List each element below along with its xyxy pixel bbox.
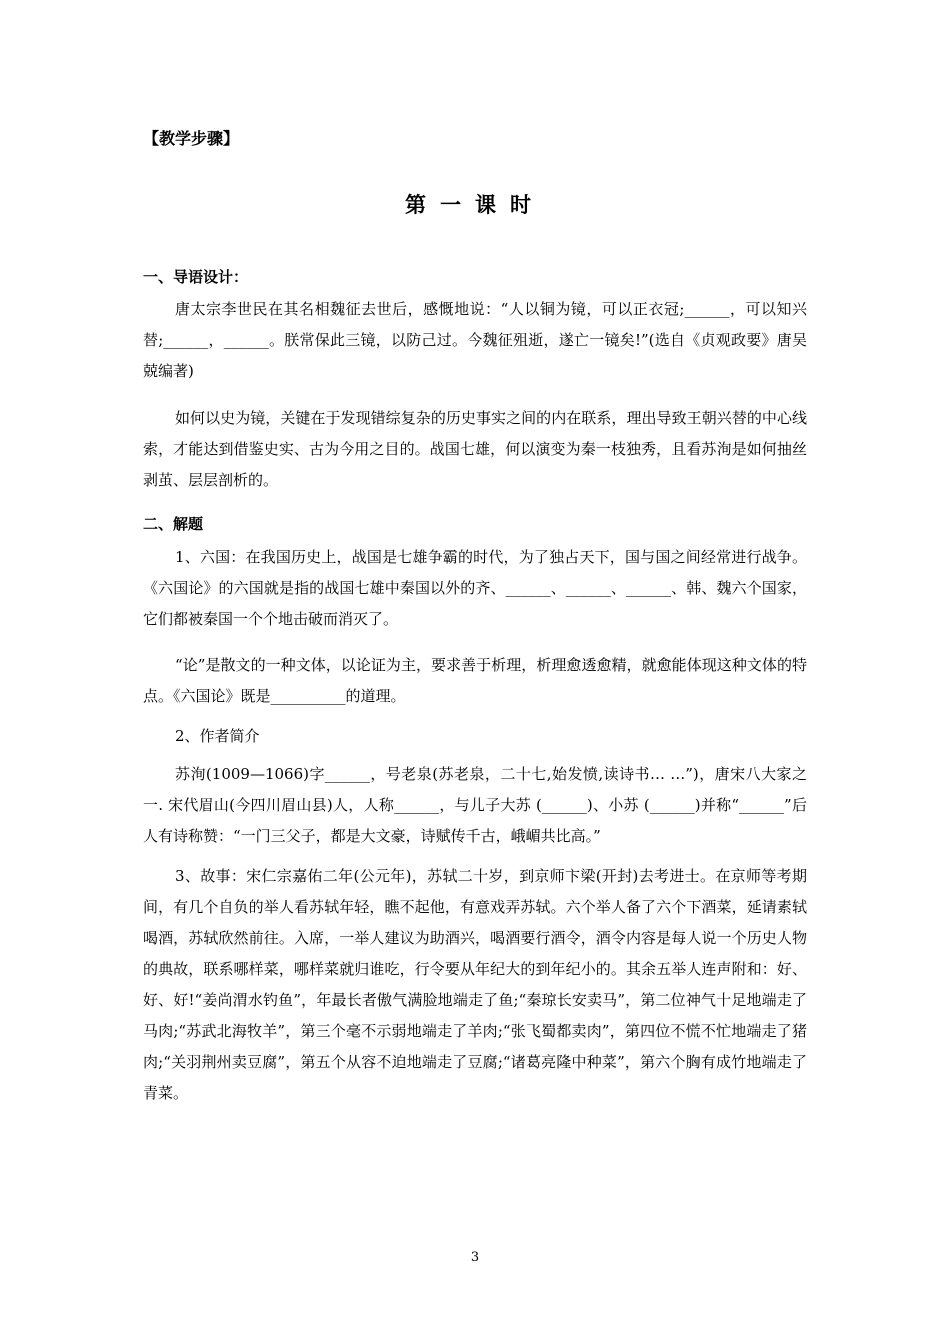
explanation-paragraph-six-states: 1、六国：在我国历史上，战国是七雄争霸的时代，为了独占天下，国与国之间经常进行战争。《六国论》的六国就是指的战国七雄中秦国以外的齐、______、______、______、韩、魏六个国家，它们都被秦国一个个地击破而消灭了。 [143,548,807,628]
section-tag: 【教学步骤】 [143,129,240,148]
intro-paragraph-1: 唐太宗李世民在其名相魏征去世后，感慨地说：“人以铜为镜，可以正衣冠;______，可以知兴替;______，______。朕常保此三镜，以防己过。今魏征殂逝，遂亡一镜矣!”(选自《贞观政要》唐吴兢编著) [143,300,807,380]
explanation-paragraph-story: 3、故事：宋仁宗嘉佑二年(公元年)，苏轼二十岁，到京师卞梁(开封)去考进士。在京师等考期间，有几个自负的举人看苏轼年轻，瞧不起他，有意戏弄苏轼。六个举人备了六个下酒菜，延请素轼喝酒，苏轼欣然前往。入席，一举人建议为助酒兴，喝酒要行酒令，酒令内容是每人说一个历史人物的典故，联系哪样菜，哪样菜就归谁吃，行令要从年纪大的到年纪小的。其余五举人连声附和：好、好、好!“姜尚渭水钓鱼”，年最长者傲气满脸地端走了鱼;“秦琼长安卖马”，第二位神气十足地端走了马肉;“苏武北海牧羊”，第三个毫不示弱地端走了羊肉;“张飞蜀都卖肉”，第四位不慌不忙地端走了猪肉;“关羽荆州卖豆腐”，第五个从容不迫地端走了豆腐;“诸葛亮隆中种菜”，第六个胸有成竹地端走了青菜。 [143,867,807,1102]
explanation-paragraph-author-bio: 苏洵(1009—1066)字______，号老泉(苏老泉，二十七,始发愤,读诗书… …”)，唐宋八大家之一. 宋代眉山(今四川眉山县)人，人称______，与儿子大苏 (______)、小苏 (______)并称“______”后人有诗称赞：“一门三父子，都是大文豪，诗赋传千古，峨嵋共比高。” [143,765,807,845]
explanation-paragraph-lun: “论”是散文的一种文体，以论证为主，要求善于析理，析理愈透愈精，就愈能体现这种文体的特点。《六国论》既是__________的道理。 [143,656,807,705]
explanation-paragraph-author-heading: 2、作者简介 [175,727,260,745]
lesson-title: 第一课时 [405,193,545,217]
page-number: 3 [470,1250,480,1265]
section-heading-intro: 一、导语设计： [143,268,249,286]
section-heading-explanation: 二、解题 [143,515,204,533]
intro-paragraph-2: 如何以史为镜，关键在于发现错综复杂的历史事实之间的内在联系，理出导致王朝兴替的中心线索，才能达到借鉴史实、古为今用之目的。战国七雄，何以演变为秦一枝独秀，且看苏洵是如何抽丝剥茧、层层剖析的。 [143,409,807,489]
